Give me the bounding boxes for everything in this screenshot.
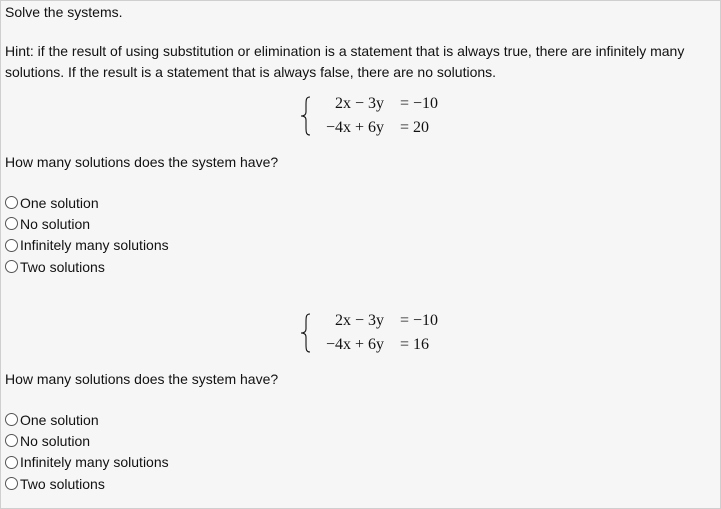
option-no-solution[interactable] (5, 430, 169, 451)
radio-button[interactable] (5, 217, 18, 230)
equation-lhs: 2x − 3y (334, 312, 384, 329)
equation-rhs: = −10 (400, 312, 439, 329)
equation-rhs: = 20 (400, 119, 430, 136)
equation-lhs: −4x + 6y (325, 119, 384, 136)
question-prompt-2: How many solutions does the system have? (5, 371, 279, 387)
option-label: No solution (20, 215, 91, 232)
equation-lhs: 2x − 3y (334, 95, 384, 112)
option-two-solutions[interactable] (5, 256, 169, 277)
radio-button[interactable] (5, 434, 18, 447)
option-one-solution[interactable] (5, 409, 169, 430)
equation-lhs: −4x + 6y (325, 336, 384, 353)
option-no-solution[interactable] (5, 213, 169, 234)
option-two-solutions[interactable] (5, 473, 169, 494)
question-prompt-1: How many solutions does the system have? (5, 154, 279, 170)
option-label: One solution (20, 194, 99, 211)
radio-button[interactable] (5, 456, 18, 469)
equation-rhs: = 16 (400, 336, 430, 353)
radio-button[interactable] (5, 260, 18, 273)
option-label: Infinitely many solutions (20, 454, 169, 471)
equation-system-1 (300, 94, 460, 142)
radio-button[interactable] (5, 239, 18, 252)
radio-group-1 (5, 192, 169, 277)
radio-button[interactable] (5, 413, 18, 426)
option-label: Infinitely many solutions (20, 237, 169, 254)
radio-button[interactable] (5, 477, 18, 490)
hint-text: Hint: if the result of using substitution or elimination is a statement that is always true, there are infinitely many solutions. If the result is a statement that is always false, there are no solutions. (5, 43, 685, 80)
option-infinitely-many[interactable] (5, 452, 169, 473)
radio-button[interactable] (5, 196, 18, 209)
option-label: Two solutions (20, 475, 105, 492)
option-label: One solution (20, 411, 99, 428)
option-label: Two solutions (20, 258, 105, 275)
radio-group-2 (5, 409, 169, 494)
equation-rhs: = −10 (400, 95, 439, 112)
equation-system-2 (300, 311, 460, 359)
intro-text: Solve the systems. (5, 4, 123, 20)
option-label: No solution (20, 432, 91, 449)
option-infinitely-many[interactable] (5, 235, 169, 256)
left-brace-icon (300, 96, 312, 136)
left-brace-icon (300, 313, 312, 353)
option-one-solution[interactable] (5, 192, 169, 213)
